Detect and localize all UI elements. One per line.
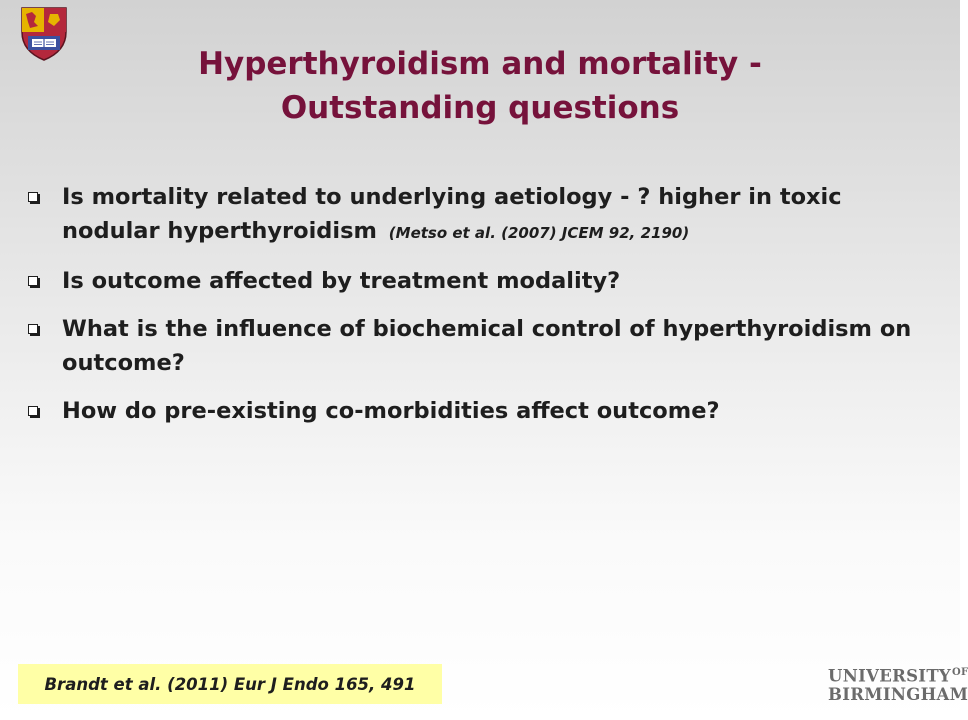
checkbox-bullet-icon: [28, 276, 38, 286]
bullet-text: What is the influence of biochemical control of hyperthyroidism on outcome?: [62, 316, 912, 376]
logo-line2: BIRMINGHAM: [828, 684, 968, 704]
bullet-text: Is outcome affected by treatment modality?: [62, 268, 621, 294]
bullet-item: [28, 264, 938, 298]
slide-title-line2: Outstanding questions: [280, 90, 680, 126]
university-logo: [828, 664, 968, 704]
citation-box: [18, 664, 442, 704]
bullet-item: [28, 180, 938, 250]
bullet-item: [28, 394, 938, 428]
bullet-item: [28, 312, 938, 380]
bullet-list: [28, 180, 938, 442]
checkbox-bullet-icon: [28, 406, 38, 416]
inline-reference: (Metso et al. (2007) JCEM 92, 2190): [388, 224, 690, 242]
checkbox-bullet-icon: [28, 324, 38, 334]
checkbox-bullet-icon: [28, 192, 38, 202]
citation-text: Brandt et al. (2011) Eur J Endo 165, 491: [44, 674, 416, 694]
logo-university: UNIVERSITY: [828, 666, 951, 686]
logo-of: OF: [951, 667, 968, 678]
bullet-text: Is mortality related to underlying aetiology - ? higher in toxic nodular hyperthyroidism: [62, 184, 842, 244]
logo-line1: [828, 664, 968, 686]
bullet-text: How do pre-existing co-morbidities affect outcome?: [62, 398, 720, 424]
slide-title-line1: Hyperthyroidism and mortality -: [198, 46, 762, 82]
university-crest-icon: [20, 6, 68, 62]
slide-title: [80, 42, 880, 130]
